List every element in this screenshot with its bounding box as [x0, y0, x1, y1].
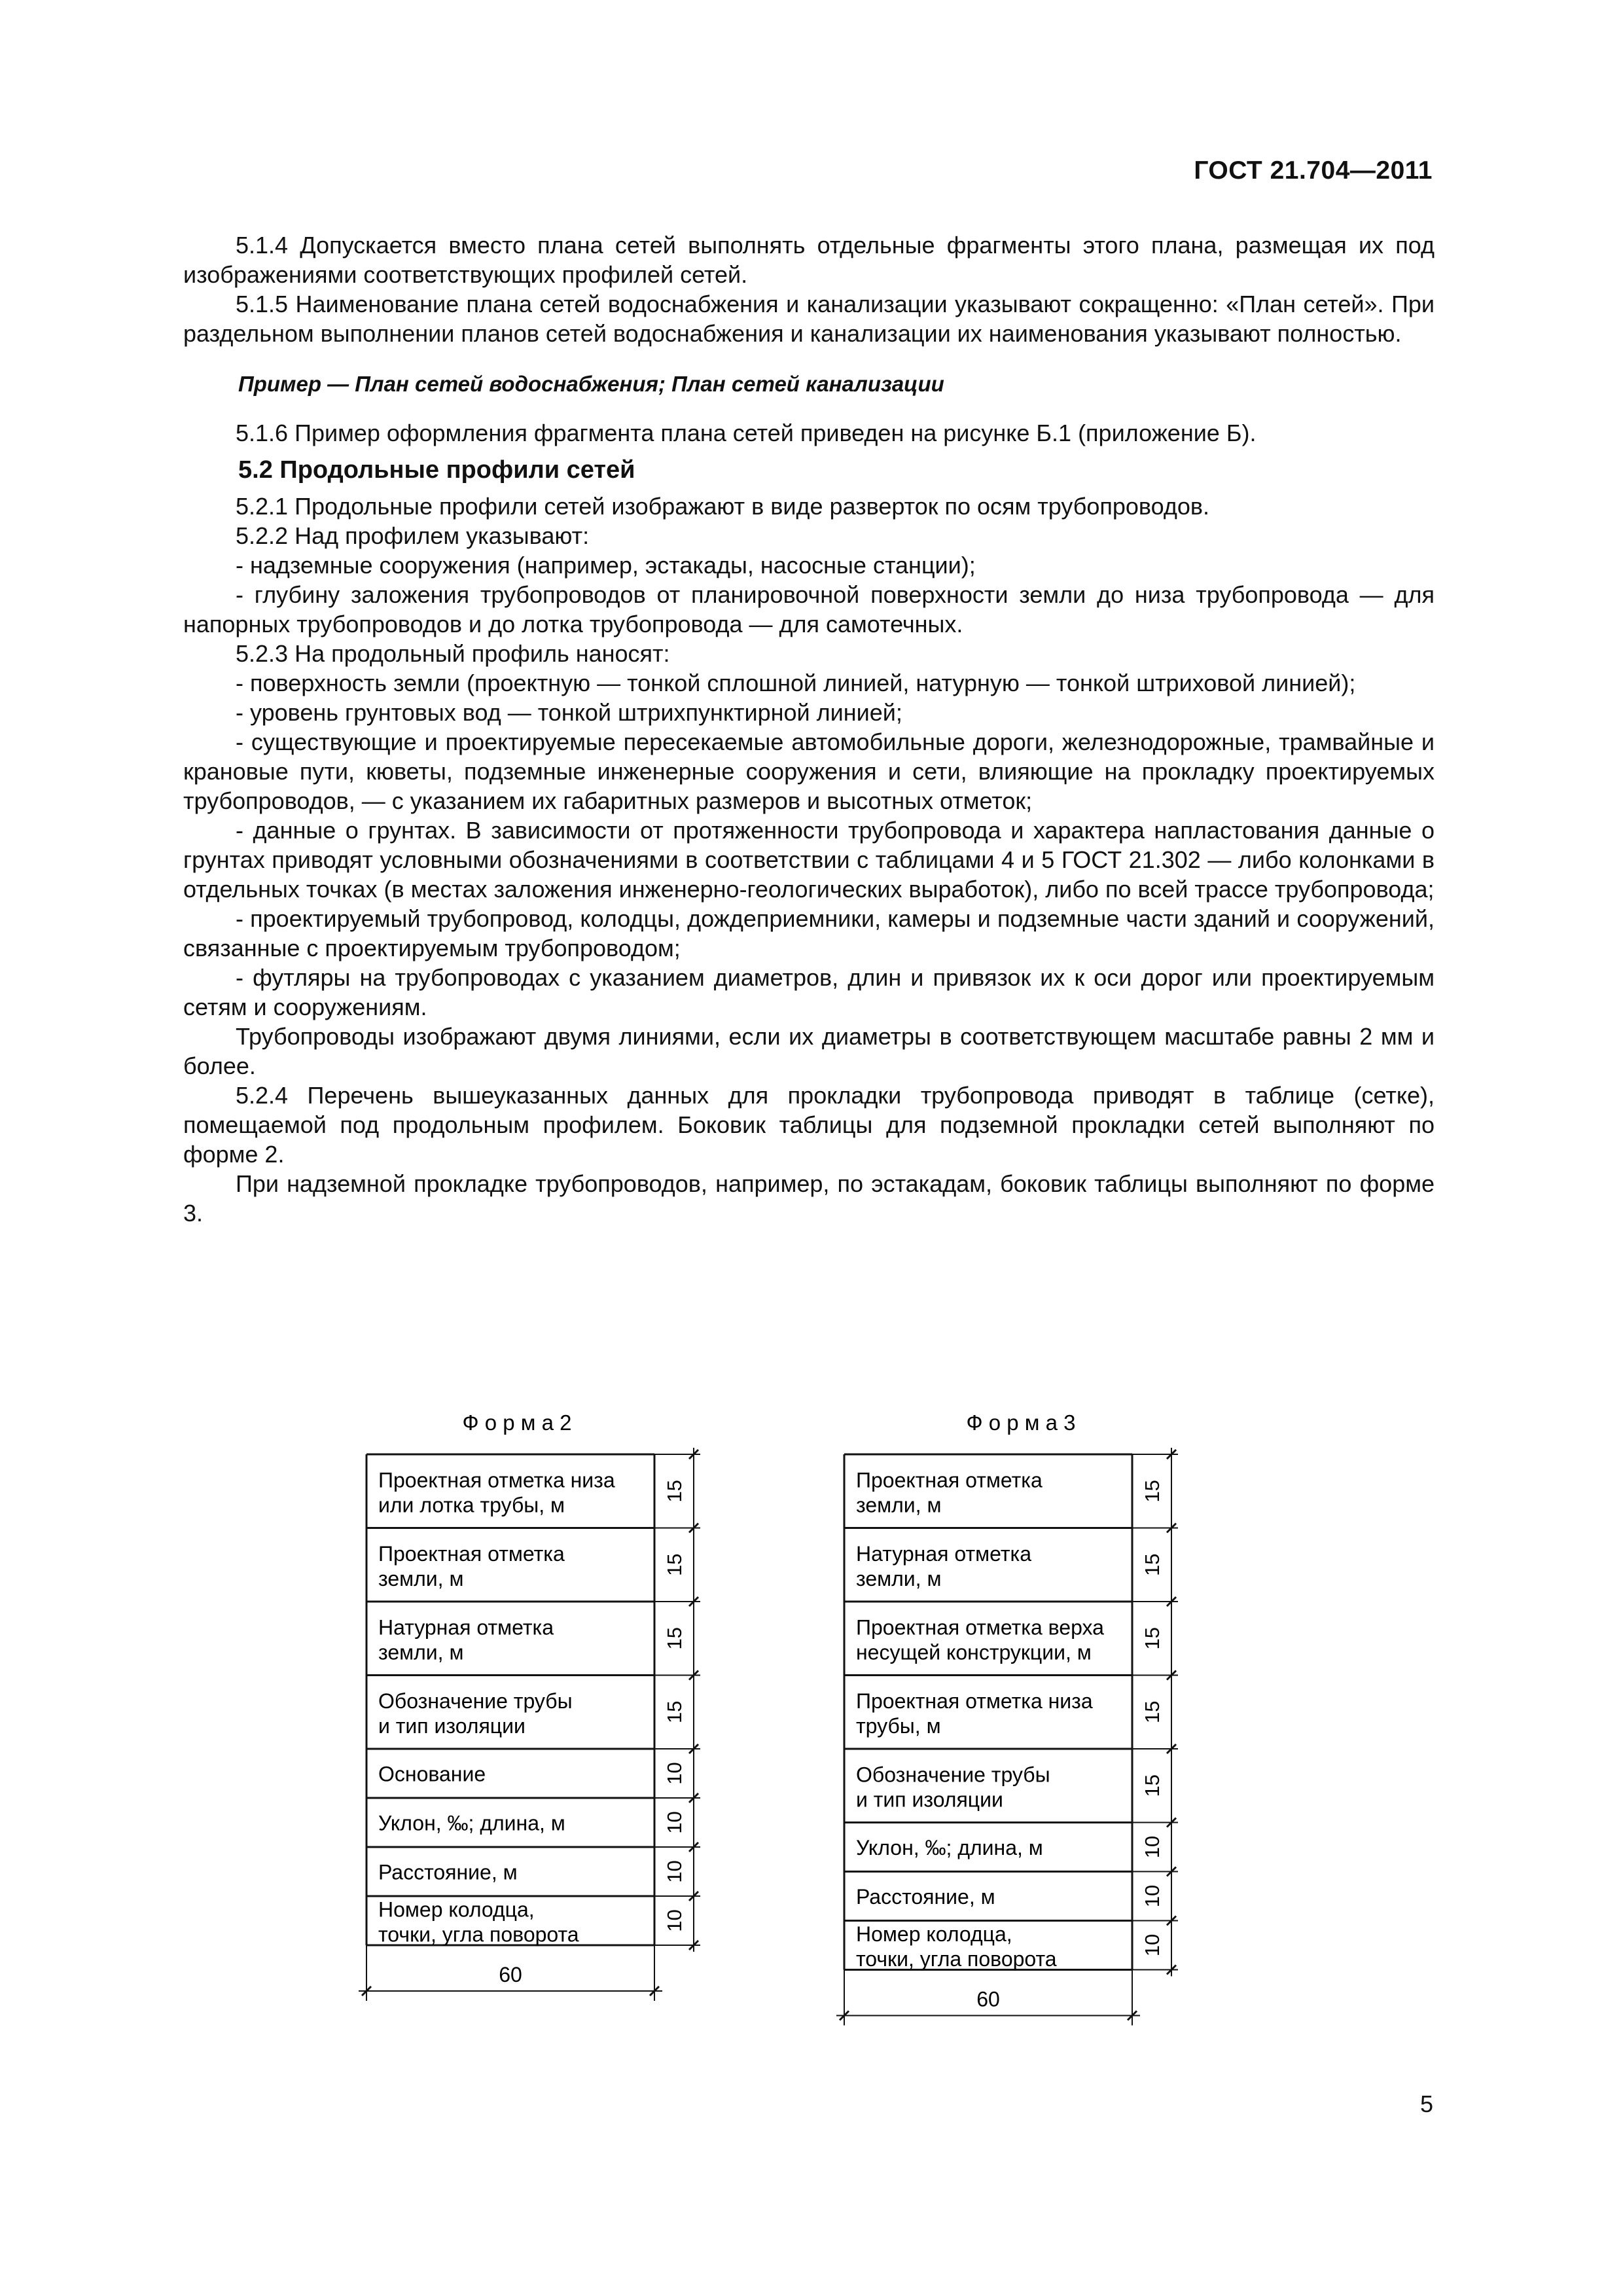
row-height-label: 10 [663, 1811, 686, 1834]
row-label: Номер колодца, [856, 1922, 1012, 1946]
row-label: Проектная отметка [856, 1468, 1043, 1492]
form-3-table [836, 1448, 1178, 2026]
row-height-label: 15 [1141, 1700, 1164, 1723]
form-2-title: Ф о р м а 2 [462, 1410, 572, 1435]
row-label: Проектная отметка низа [378, 1468, 615, 1492]
row-height-label: 15 [1141, 1553, 1164, 1576]
row-height-label: 15 [663, 1480, 686, 1503]
list-item: - глубину заложения трубопроводов от планировочной поверхности земли до низа трубопровода — для напорных трубопроводов и до лотка трубопровода — для самотечных. [183, 581, 1435, 637]
row-label: земли, м [856, 1493, 942, 1517]
row-height-label: 10 [663, 1909, 686, 1932]
row-label: Натурная отметка [856, 1541, 1031, 1566]
row-label: земли, м [856, 1566, 942, 1590]
row-label: и тип изоляции [378, 1713, 526, 1738]
paragraph-5-1-4: 5.1.4 Допускается вместо плана сетей выполнять отдельные фрагменты этого плана, размещая их под изображениями соответствующих профилей сетей. [183, 232, 1435, 288]
row-label: Основание [378, 1762, 486, 1786]
row-label: Расстояние, м [856, 1885, 995, 1909]
paragraph-5-1-5: 5.1.5 Наименование плана сетей водоснабжения и канализации указывают сокращенно: «План сетей». При раздельном выполнении планов сетей водоснабжения и канализации их наименования указывают полностью. [183, 291, 1435, 347]
row-label: Обозначение трубы [856, 1763, 1050, 1787]
paragraph-5-1-6: 5.1.6 Пример оформления фрагмента плана сетей приведен на рисунке Б.1 (приложение Б). [236, 420, 1257, 446]
paragraph-5-2-3: 5.2.3 На продольный профиль наносят: [236, 640, 670, 667]
row-label: несущей конструкции, м [856, 1640, 1092, 1664]
row-label: земли, м [378, 1566, 464, 1590]
list-item: - проектируемый трубопровод, колодцы, дождеприемники, камеры и подземные части зданий и сооружений, связанные с проектируемым трубопроводом; [183, 905, 1435, 961]
row-height-label: 10 [1141, 1933, 1164, 1957]
row-height-label: 15 [1141, 1627, 1164, 1650]
row-label: Уклон, ‰; длина, м [378, 1811, 565, 1835]
row-label: земли, м [378, 1640, 464, 1664]
row-height-label: 15 [663, 1553, 686, 1576]
row-height-label: 10 [1141, 1884, 1164, 1908]
row-label: Расстояние, м [378, 1860, 518, 1884]
form-3-figure [818, 1407, 1224, 2075]
row-label: и тип изоляции [856, 1787, 1003, 1812]
paragraph-overground: При надземной прокладке трубопроводов, например, по эстакадам, боковик таблицы выполняют по форме 3. [183, 1170, 1435, 1227]
list-item: - надземные сооружения (например, эстакады, насосные станции); [236, 552, 976, 579]
row-label: Уклон, ‰; длина, м [856, 1836, 1043, 1859]
form-2-figure [340, 1407, 746, 2049]
row-label: трубы, м [856, 1713, 941, 1738]
row-height-label: 10 [1141, 1835, 1164, 1859]
list-item: - данные о грунтах. В зависимости от протяженности трубопровода и характера напластования данные о грунтах приводят условными обозначениями в соответствии с таблицами 4 и 5 ГОСТ 21.302 — либо колонками в отдельных точках (в местах заложения инженерно-геологических выработок), либо по всей трассе трубопровода; [183, 817, 1435, 903]
list-item: - футляры на трубопроводах с указанием диаметров, длин и привязок их к оси дорог или проектируемым сетям и сооружениям. [183, 964, 1435, 1020]
page-number: 5 [1419, 2090, 1433, 2117]
document-code: ГОСТ 21.704—2011 [1194, 156, 1433, 185]
row-label: или лотка трубы, м [378, 1493, 565, 1517]
main-text [183, 230, 1435, 1228]
row-height-label: 10 [663, 1860, 686, 1883]
row-height-label: 15 [663, 1700, 686, 1723]
row-height-label: 15 [1141, 1480, 1164, 1503]
row-label: Проектная отметка верха [856, 1615, 1104, 1640]
table-width-label: 60 [976, 1987, 1000, 2011]
row-label: точки, угла поворота [378, 1922, 579, 1946]
row-height-label: 15 [1141, 1774, 1164, 1797]
form-3-title: Ф о р м а 3 [966, 1410, 1076, 1435]
table-width-label: 60 [499, 1963, 522, 1986]
section-title-5-2: 5.2 Продольные профили сетей [238, 456, 635, 484]
paragraph-5-2-4: 5.2.4 Перечень вышеуказанных данных для прокладки трубопровода приводят в таблице (сетке), помещаемой под продольным профилем. Боковик таблицы для подземной прокладки сетей выполняют по форме 2. [183, 1082, 1435, 1168]
list-item: - поверхность земли (проектную — тонкой сплошной линией, натурную — тонкой штриховой линией); [236, 670, 1356, 696]
form-2-table [359, 1448, 700, 2001]
paragraph-pipes: Трубопроводы изображают двумя линиями, если их диаметры в соответствующем масштабе равны 2 мм и более. [183, 1023, 1435, 1079]
row-height-label: 10 [663, 1762, 686, 1785]
paragraph-5-2-1: 5.2.1 Продольные профили сетей изображают в виде разверток по осям трубопроводов. [236, 493, 1210, 520]
row-label: точки, угла поворота [856, 1947, 1057, 1971]
example-text: Пример — План сетей водоснабжения; План сетей канализации [238, 372, 944, 396]
row-label: Натурная отметка [378, 1615, 554, 1640]
row-label: Проектная отметка [378, 1541, 565, 1566]
row-label: Номер колодца, [378, 1897, 535, 1922]
row-height-label: 15 [663, 1627, 686, 1650]
list-item: - уровень грунтовых вод — тонкой штрихпунктирной линией; [236, 699, 902, 726]
list-item: - существующие и проектируемые пересекаемые автомобильные дороги, железнодорожные, трамвайные и крановые пути, кюветы, подземные инженерные сооружения и сети, влияющие на прокладку проектируемых трубопроводов, — с указанием их габаритных размеров и высотных отметок; [183, 728, 1435, 814]
paragraph-5-2-2: 5.2.2 Над профилем указывают: [236, 522, 590, 549]
row-label: Проектная отметка низа [856, 1689, 1093, 1713]
row-label: Обозначение трубы [378, 1689, 573, 1713]
